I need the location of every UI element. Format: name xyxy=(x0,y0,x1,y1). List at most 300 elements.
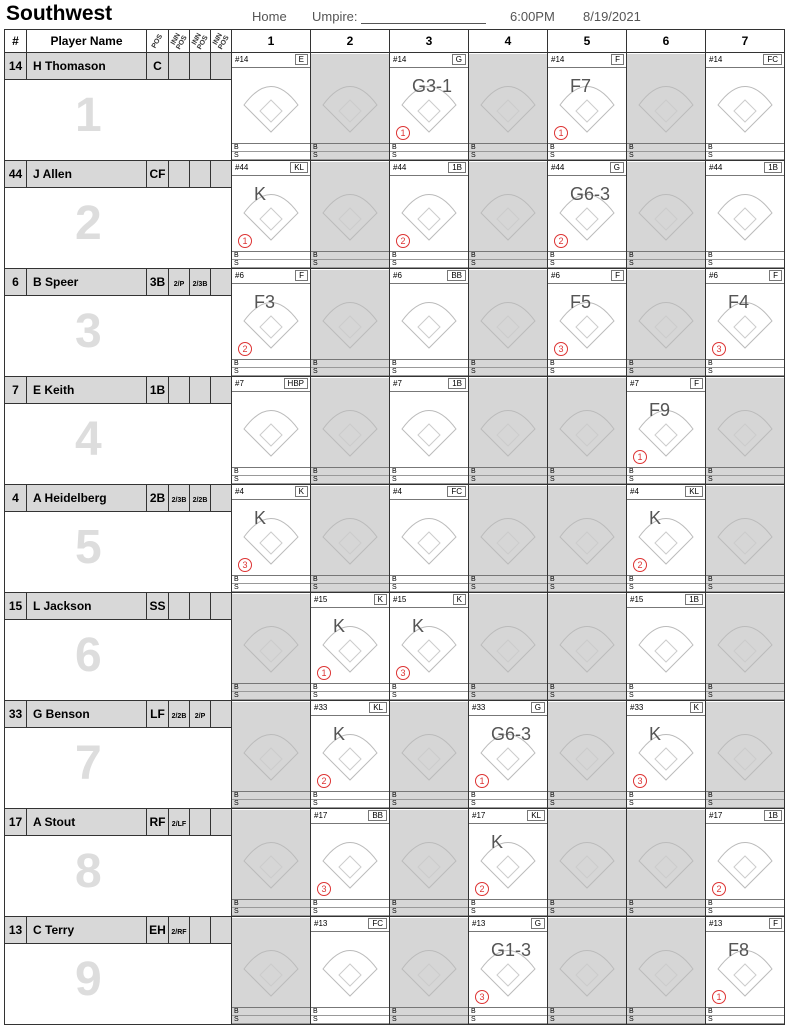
sub-slot[interactable] xyxy=(190,593,211,620)
play-notation: F7 xyxy=(570,75,592,96)
lineup-slot: 3 xyxy=(75,305,102,358)
out-number: 2 xyxy=(317,774,331,788)
ball-strike-counter: B S xyxy=(232,791,310,808)
at-bat-cell[interactable] xyxy=(311,161,390,269)
at-bat-header xyxy=(469,810,547,824)
diamond-icon xyxy=(398,182,460,244)
at-bat-cell[interactable] xyxy=(232,809,311,917)
at-bat-header xyxy=(311,918,389,932)
sub-slot[interactable] xyxy=(211,917,232,944)
play-notation: F3 xyxy=(254,291,276,312)
at-bat-cell[interactable] xyxy=(627,377,706,485)
at-bat-cell[interactable] xyxy=(469,269,548,377)
ball-strike-counter: B S xyxy=(390,359,468,376)
ball-strike-counter: B S xyxy=(311,791,389,808)
at-bat-cell[interactable] xyxy=(548,917,627,1025)
lineup-slot: 4 xyxy=(75,413,102,466)
at-bat-cell[interactable] xyxy=(390,485,469,593)
at-bat-cell[interactable] xyxy=(232,485,311,593)
batter-number: #14 xyxy=(393,54,407,64)
player-notes[interactable] xyxy=(5,836,232,917)
batter-row xyxy=(5,377,785,404)
at-bat-cell[interactable] xyxy=(548,161,627,269)
sub-slot[interactable]: 2/RF xyxy=(169,917,190,944)
at-bat-cell[interactable] xyxy=(706,53,785,161)
diamond-icon xyxy=(398,506,460,568)
play-notation: K xyxy=(254,507,267,528)
at-bat-cell[interactable] xyxy=(548,485,627,593)
at-bat-header xyxy=(627,486,705,500)
batter-number: #44 xyxy=(709,162,723,172)
ball-strike-counter: B S xyxy=(232,575,310,592)
inning-5-header: 5 xyxy=(548,30,627,53)
at-bat-cell[interactable] xyxy=(706,593,785,701)
sub-slot[interactable] xyxy=(190,161,211,188)
diamond-icon xyxy=(635,722,697,784)
player-notes[interactable] xyxy=(5,80,232,161)
inning-7-header: 7 xyxy=(706,30,785,53)
player-notes[interactable] xyxy=(5,404,232,485)
batter-number: #6 xyxy=(709,270,718,280)
out-number: 1 xyxy=(712,990,726,1004)
sub-slot[interactable]: 2/2B xyxy=(190,485,211,512)
at-bat-cell[interactable] xyxy=(627,269,706,377)
ball-strike-counter: B S xyxy=(548,575,626,592)
ball-strike-counter: B S xyxy=(232,899,310,916)
at-bat-cell[interactable] xyxy=(311,593,390,701)
at-bat-cell[interactable] xyxy=(706,161,785,269)
column-header-row xyxy=(5,30,785,53)
diamond-icon xyxy=(635,74,697,136)
ball-strike-counter: B S xyxy=(548,683,626,700)
at-bat-cell[interactable] xyxy=(627,917,706,1025)
sheet-header xyxy=(0,0,785,28)
batter-number: #13 xyxy=(472,918,486,928)
at-bat-cell[interactable] xyxy=(232,53,311,161)
at-bat-cell[interactable] xyxy=(469,917,548,1025)
diamond-icon xyxy=(319,614,381,676)
play-notation: K xyxy=(491,831,504,852)
sub-slot[interactable] xyxy=(169,377,190,404)
player-position: C xyxy=(147,53,169,80)
batter-number: #33 xyxy=(314,702,328,712)
batter-row xyxy=(5,269,785,296)
play-notation: K xyxy=(333,723,346,744)
batter-number: #14 xyxy=(551,54,565,64)
ball-strike-counter: B S xyxy=(390,791,468,808)
sub-slot[interactable]: 2/P xyxy=(169,269,190,296)
game-date: 8/19/2021 xyxy=(583,9,641,24)
at-bat-cell[interactable] xyxy=(548,377,627,485)
sub-slot[interactable] xyxy=(211,809,232,836)
at-bat-cell[interactable] xyxy=(390,917,469,1025)
at-bat-header xyxy=(390,270,468,284)
result-code: BB xyxy=(447,270,466,281)
out-number: 2 xyxy=(554,234,568,248)
batter-number: #13 xyxy=(709,918,723,928)
at-bat-cell[interactable] xyxy=(232,701,311,809)
result-code: F xyxy=(690,378,703,389)
sub-slot[interactable]: 2/2B xyxy=(169,701,190,728)
at-bat-cell[interactable] xyxy=(390,377,469,485)
player-notes[interactable] xyxy=(5,296,232,377)
at-bat-cell[interactable] xyxy=(706,809,785,917)
at-bat-header xyxy=(548,162,626,176)
out-number: 1 xyxy=(396,126,410,140)
at-bat-cell[interactable] xyxy=(469,593,548,701)
ball-strike-counter: B S xyxy=(469,359,547,376)
at-bat-header xyxy=(627,702,705,716)
result-code: F xyxy=(611,54,624,65)
at-bat-cell[interactable] xyxy=(548,701,627,809)
player-name[interactable]: A Heidelberg xyxy=(27,485,147,512)
play-notation: G3-1 xyxy=(412,75,453,96)
at-bat-cell[interactable] xyxy=(469,809,548,917)
ball-strike-counter: B S xyxy=(706,791,784,808)
at-bat-cell[interactable] xyxy=(390,701,469,809)
ball-strike-counter: B S xyxy=(390,1007,468,1024)
player-name[interactable]: H Thomason xyxy=(27,53,147,80)
player-number: 6 xyxy=(5,269,27,296)
at-bat-header xyxy=(232,54,310,68)
sub-slot[interactable] xyxy=(190,53,211,80)
sub-slot[interactable] xyxy=(169,593,190,620)
player-notes[interactable] xyxy=(5,512,232,593)
player-position: RF xyxy=(147,809,169,836)
diamond-icon xyxy=(635,182,697,244)
result-code: FC xyxy=(447,486,466,497)
diamond-icon xyxy=(319,398,381,460)
at-bat-cell[interactable] xyxy=(311,269,390,377)
batter-number: #44 xyxy=(393,162,407,172)
ball-strike-counter: B S xyxy=(390,575,468,592)
at-bat-cell[interactable] xyxy=(548,269,627,377)
sub-slot[interactable] xyxy=(211,593,232,620)
sub-slot[interactable] xyxy=(211,161,232,188)
at-bat-cell[interactable] xyxy=(390,809,469,917)
batter-number: #44 xyxy=(235,162,249,172)
ball-strike-counter: B S xyxy=(390,467,468,484)
at-bat-cell[interactable] xyxy=(311,377,390,485)
at-bat-cell[interactable] xyxy=(469,485,548,593)
lineup-slot: 9 xyxy=(75,953,102,1006)
result-code: 1B xyxy=(685,594,703,605)
at-bat-cell[interactable] xyxy=(390,53,469,161)
inning-6-header: 6 xyxy=(627,30,706,53)
at-bat-header xyxy=(706,270,784,284)
result-code: G xyxy=(452,54,466,65)
at-bat-cell[interactable] xyxy=(706,377,785,485)
diamond-icon xyxy=(240,398,302,460)
player-name[interactable]: E Keith xyxy=(27,377,147,404)
ball-strike-counter: B S xyxy=(548,899,626,916)
player-name[interactable]: G Benson xyxy=(27,701,147,728)
diamond-icon xyxy=(556,938,618,1000)
at-bat-header xyxy=(311,810,389,824)
ball-strike-counter: B S xyxy=(627,359,705,376)
sub-slot[interactable] xyxy=(169,53,190,80)
sub-slot[interactable] xyxy=(211,377,232,404)
player-name[interactable]: C Terry xyxy=(27,917,147,944)
at-bat-cell[interactable] xyxy=(311,53,390,161)
ball-strike-counter: B S xyxy=(311,575,389,592)
player-notes[interactable] xyxy=(5,944,232,1025)
lineup-slot: 8 xyxy=(75,845,102,898)
result-code: E xyxy=(295,54,308,65)
out-number: 1 xyxy=(317,666,331,680)
inn-header: INN POS xyxy=(211,30,232,53)
ball-strike-counter: B S xyxy=(469,683,547,700)
lineup-slot: 2 xyxy=(75,197,102,250)
player-position: 3B xyxy=(147,269,169,296)
play-notation: F9 xyxy=(649,399,671,420)
sub-slot[interactable] xyxy=(211,53,232,80)
diamond-icon xyxy=(714,182,776,244)
at-bat-cell[interactable] xyxy=(390,593,469,701)
at-bat-header xyxy=(232,162,310,176)
at-bat-header xyxy=(311,594,389,608)
diamond-icon xyxy=(240,830,302,892)
at-bat-cell[interactable] xyxy=(627,53,706,161)
at-bat-header xyxy=(706,918,784,932)
batter-number: #7 xyxy=(393,378,402,388)
diamond-icon xyxy=(477,74,539,136)
player-number: 13 xyxy=(5,917,27,944)
diamond-icon xyxy=(240,722,302,784)
ball-strike-counter: B S xyxy=(232,683,310,700)
at-bat-header xyxy=(390,594,468,608)
ball-strike-counter: B S xyxy=(548,1007,626,1024)
ball-strike-counter: B S xyxy=(469,143,547,160)
sub-slot[interactable] xyxy=(190,809,211,836)
ball-strike-counter: B S xyxy=(627,683,705,700)
batter-number: #6 xyxy=(551,270,560,280)
result-code: FC xyxy=(368,918,387,929)
batter-number: #17 xyxy=(472,810,486,820)
ball-strike-counter: B S xyxy=(706,143,784,160)
batter-row xyxy=(5,485,785,512)
batter-row xyxy=(5,53,785,80)
out-number: 3 xyxy=(475,990,489,1004)
ball-strike-counter: B S xyxy=(311,1007,389,1024)
out-number: 3 xyxy=(554,342,568,356)
player-name[interactable]: A Stout xyxy=(27,809,147,836)
sub-slot[interactable]: 2/3B xyxy=(190,269,211,296)
ball-strike-counter: B S xyxy=(627,143,705,160)
ball-strike-counter: B S xyxy=(627,791,705,808)
at-bat-cell[interactable] xyxy=(469,53,548,161)
diamond-icon xyxy=(714,614,776,676)
at-bat-cell[interactable] xyxy=(627,701,706,809)
diamond-icon xyxy=(477,506,539,568)
batter-number: #6 xyxy=(393,270,402,280)
at-bat-cell[interactable] xyxy=(232,917,311,1025)
player-notes[interactable] xyxy=(5,620,232,701)
play-notation: F8 xyxy=(728,939,750,960)
at-bat-cell[interactable] xyxy=(548,53,627,161)
ball-strike-counter: B S xyxy=(706,467,784,484)
ball-strike-counter: B S xyxy=(311,251,389,268)
batter-number: #15 xyxy=(314,594,328,604)
sub-slot[interactable]: 2/LF xyxy=(169,809,190,836)
player-number: 44 xyxy=(5,161,27,188)
at-bat-cell[interactable] xyxy=(548,809,627,917)
at-bat-cell[interactable] xyxy=(232,269,311,377)
diamond-icon xyxy=(398,830,460,892)
diamond-icon xyxy=(556,722,618,784)
result-code: 1B xyxy=(764,162,782,173)
diamond-icon xyxy=(477,398,539,460)
batter-number: #15 xyxy=(393,594,407,604)
result-code: KL xyxy=(369,702,387,713)
ball-strike-counter: B S xyxy=(706,251,784,268)
diamond-icon xyxy=(319,938,381,1000)
diamond-icon xyxy=(319,506,381,568)
out-number: 1 xyxy=(633,450,647,464)
batter-row xyxy=(5,593,785,620)
game-time: 6:00PM xyxy=(510,9,555,24)
at-bat-cell[interactable] xyxy=(390,161,469,269)
at-bat-cell[interactable] xyxy=(706,485,785,593)
at-bat-header xyxy=(311,702,389,716)
diamond-icon xyxy=(319,74,381,136)
diamond-icon xyxy=(635,614,697,676)
result-code: F xyxy=(611,270,624,281)
player-number: 33 xyxy=(5,701,27,728)
batter-row xyxy=(5,161,785,188)
diamond-icon xyxy=(556,830,618,892)
ball-strike-counter: B S xyxy=(390,143,468,160)
batter-number: #15 xyxy=(630,594,644,604)
sub-slot[interactable] xyxy=(211,269,232,296)
inning-2-header: 2 xyxy=(311,30,390,53)
player-number: 17 xyxy=(5,809,27,836)
result-code: G xyxy=(610,162,624,173)
ball-strike-counter: B S xyxy=(469,899,547,916)
at-bat-header xyxy=(232,486,310,500)
out-number: 2 xyxy=(396,234,410,248)
ball-strike-counter: B S xyxy=(311,683,389,700)
player-position: LF xyxy=(147,701,169,728)
at-bat-cell[interactable] xyxy=(232,161,311,269)
batter-number: #17 xyxy=(314,810,328,820)
at-bat-cell[interactable] xyxy=(232,377,311,485)
diamond-icon xyxy=(714,506,776,568)
player-position: CF xyxy=(147,161,169,188)
diamond-icon xyxy=(635,290,697,352)
out-number: 2 xyxy=(633,558,647,572)
result-code: F xyxy=(295,270,308,281)
ball-strike-counter: B S xyxy=(311,467,389,484)
batter-number: #7 xyxy=(630,378,639,388)
at-bat-cell[interactable] xyxy=(706,917,785,1025)
player-notes[interactable] xyxy=(5,728,232,809)
at-bat-header xyxy=(627,594,705,608)
player-notes[interactable] xyxy=(5,188,232,269)
sub-slot[interactable] xyxy=(211,701,232,728)
sub-slot[interactable] xyxy=(190,917,211,944)
batter-number: #17 xyxy=(709,810,723,820)
play-notation: G6-3 xyxy=(570,183,611,204)
diamond-icon xyxy=(240,182,302,244)
at-bat-cell[interactable] xyxy=(469,161,548,269)
at-bat-cell[interactable] xyxy=(311,485,390,593)
inning-3-header: 3 xyxy=(390,30,469,53)
sub-slot[interactable]: 2/3B xyxy=(169,485,190,512)
diamond-icon xyxy=(556,398,618,460)
out-number: 1 xyxy=(238,234,252,248)
at-bat-cell[interactable] xyxy=(232,593,311,701)
ball-strike-counter: B S xyxy=(706,899,784,916)
inn-header: INN POS xyxy=(190,30,211,53)
sub-slot[interactable] xyxy=(211,485,232,512)
sub-slot[interactable] xyxy=(169,161,190,188)
at-bat-cell[interactable] xyxy=(311,809,390,917)
at-bat-cell[interactable] xyxy=(469,377,548,485)
at-bat-cell[interactable] xyxy=(706,269,785,377)
sub-slot[interactable]: 2/P xyxy=(190,701,211,728)
play-notation: K xyxy=(649,723,662,744)
play-notation: G1-3 xyxy=(491,939,532,960)
result-code: K xyxy=(374,594,387,605)
player-name[interactable]: B Speer xyxy=(27,269,147,296)
inn-header: INN POS xyxy=(169,30,190,53)
ball-strike-counter: B S xyxy=(469,251,547,268)
at-bat-cell[interactable] xyxy=(627,485,706,593)
at-bat-cell[interactable] xyxy=(627,161,706,269)
batter-number: #33 xyxy=(472,702,486,712)
diamond-icon xyxy=(319,182,381,244)
result-code: BB xyxy=(368,810,387,821)
at-bat-cell[interactable] xyxy=(706,701,785,809)
player-position: 2B xyxy=(147,485,169,512)
at-bat-cell[interactable] xyxy=(627,593,706,701)
play-notation: F5 xyxy=(570,291,592,312)
inning-4-header: 4 xyxy=(469,30,548,53)
at-bat-cell[interactable] xyxy=(311,701,390,809)
out-number: 1 xyxy=(554,126,568,140)
play-notation: K xyxy=(254,183,267,204)
lineup-slot: 1 xyxy=(75,89,102,142)
player-number: 7 xyxy=(5,377,27,404)
batter-number: #4 xyxy=(235,486,244,496)
sub-slot[interactable] xyxy=(190,377,211,404)
diamond-icon xyxy=(398,938,460,1000)
result-code: G xyxy=(531,918,545,929)
result-code: KL xyxy=(290,162,308,173)
ball-strike-counter: B S xyxy=(627,467,705,484)
at-bat-cell[interactable] xyxy=(469,701,548,809)
at-bat-cell[interactable] xyxy=(390,269,469,377)
player-number: 4 xyxy=(5,485,27,512)
at-bat-cell[interactable] xyxy=(548,593,627,701)
at-bat-header xyxy=(390,162,468,176)
lineup-slot: 7 xyxy=(75,737,102,790)
out-number: 2 xyxy=(712,882,726,896)
player-name[interactable]: J Allen xyxy=(27,161,147,188)
at-bat-header xyxy=(390,486,468,500)
at-bat-cell[interactable] xyxy=(311,917,390,1025)
player-name[interactable]: L Jackson xyxy=(27,593,147,620)
team-name: Southwest xyxy=(6,2,113,25)
batter-number: #4 xyxy=(393,486,402,496)
diamond-icon xyxy=(319,830,381,892)
ball-strike-counter: B S xyxy=(548,251,626,268)
result-code: G xyxy=(531,702,545,713)
at-bat-cell[interactable] xyxy=(627,809,706,917)
batter-number: #7 xyxy=(235,378,244,388)
at-bat-header xyxy=(232,270,310,284)
